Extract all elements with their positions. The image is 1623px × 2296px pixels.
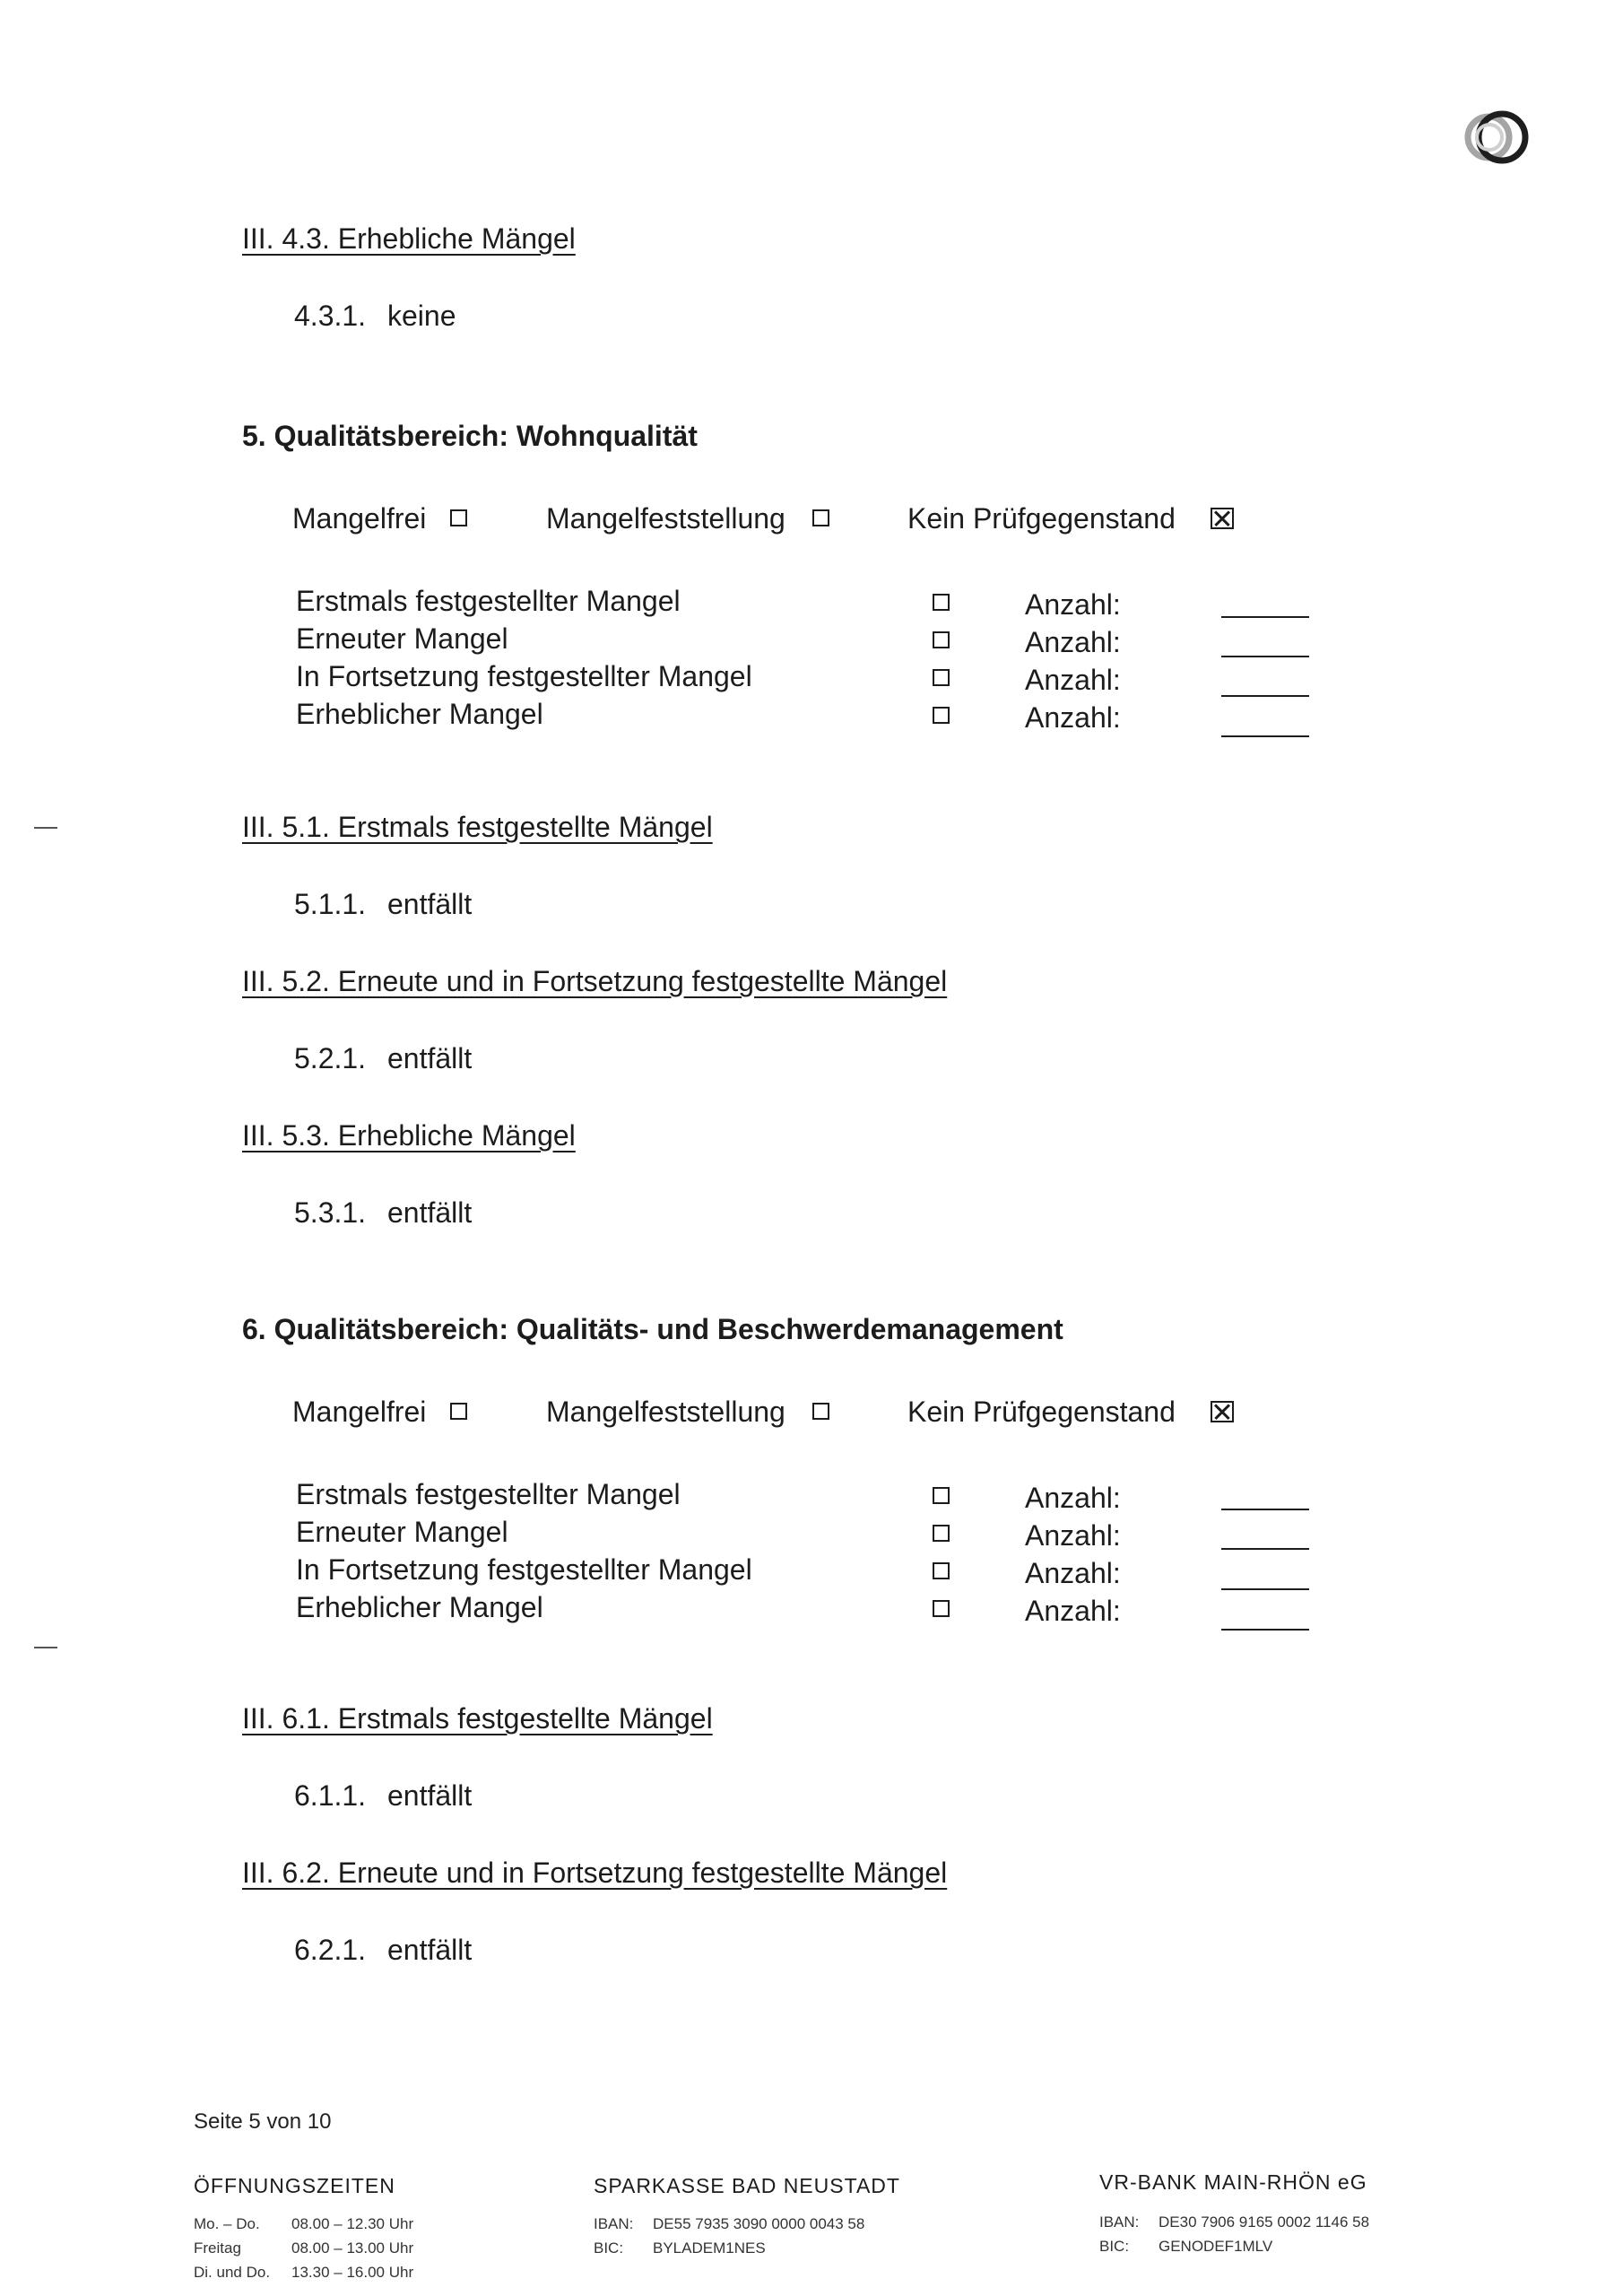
hours-day: Mo. – Do. [194, 2215, 260, 2232]
kein-pruefgegenstand-checkbox-checked[interactable] [1211, 1401, 1234, 1422]
bank2-bic-label: BIC: [1099, 2238, 1130, 2255]
anzahl-field[interactable] [1221, 1629, 1309, 1631]
row-checkbox[interactable] [933, 707, 950, 724]
hours-time: 08.00 – 13.00 Uhr [291, 2239, 414, 2257]
row-checkbox[interactable] [933, 1487, 950, 1504]
option-label: Kein Prüfgegenstand [907, 1396, 1176, 1428]
row-label: Erstmals festgestellter Mangel [296, 1478, 681, 1510]
anzahl-field[interactable] [1221, 616, 1309, 618]
item-number: 5.3.1. [294, 1196, 367, 1229]
kein-pruefgegenstand-checkbox-checked[interactable] [1211, 508, 1234, 529]
anzahl-label: Anzahl: [1025, 626, 1121, 658]
item-number: 6.1.1. [294, 1779, 367, 1812]
bank1-title: SPARKASSE BAD NEUSTADT [594, 2174, 900, 2197]
row-checkbox[interactable] [933, 1600, 950, 1617]
hours-day: Freitag [194, 2239, 241, 2257]
anzahl-field[interactable] [1221, 656, 1309, 657]
row-label: Erheblicher Mangel [296, 1591, 543, 1623]
item-text: entfällt [387, 1934, 473, 1966]
section-heading: III. 5.1. Erstmals festgestellte Mängel [242, 811, 713, 843]
section-heading: III. 6.1. Erstmals festgestellte Mängel [242, 1702, 713, 1735]
row-checkbox[interactable] [933, 594, 950, 611]
bank2-title: VR-BANK MAIN-RHÖN eG [1099, 2170, 1367, 2194]
anzahl-field[interactable] [1221, 695, 1309, 697]
anzahl-label: Anzahl: [1025, 588, 1121, 621]
bank1-bic: BYLADEM1NES [653, 2239, 766, 2257]
row-label: Erneuter Mangel [296, 1516, 508, 1548]
row-label: In Fortsetzung festgestellter Mangel [296, 660, 752, 692]
row-checkbox[interactable] [933, 631, 950, 648]
item-text: entfällt [387, 888, 473, 920]
hours-day: Di. und Do. [194, 2264, 271, 2281]
row-checkbox[interactable] [933, 1525, 950, 1542]
page-number: Seite 5 von 10 [194, 2109, 332, 2134]
section-heading: III. 5.2. Erneute und in Fortsetzung festgestellte Mängel [242, 965, 948, 997]
section-heading: III. 6.2. Erneute und in Fortsetzung festgestellte Mängel [242, 1857, 948, 1889]
section-title: 5. Qualitätsbereich: Wohnqualität [242, 420, 698, 452]
bank2-iban-label: IBAN: [1099, 2213, 1140, 2231]
rings-logo [1462, 106, 1535, 169]
hours-time: 08.00 – 12.30 Uhr [291, 2215, 414, 2232]
bank1-iban: DE55 7935 3090 0000 0043 58 [653, 2215, 865, 2232]
option-label: Mangelfrei [292, 1396, 427, 1428]
row-checkbox[interactable] [933, 669, 950, 686]
bank2-bic: GENODEF1MLV [1159, 2238, 1273, 2255]
mangelfeststellung-checkbox[interactable] [812, 509, 829, 526]
option-label: Mangelfrei [292, 502, 427, 535]
hours-time: 13.30 – 16.00 Uhr [291, 2264, 414, 2281]
margin-mark [34, 827, 57, 829]
section-title: 6. Qualitätsbereich: Qualitäts- und Beschwerdemanagement [242, 1313, 1063, 1345]
row-label: Erneuter Mangel [296, 622, 508, 655]
item-number: 5.1.1. [294, 888, 367, 920]
option-label: Mangelfeststellung [546, 1396, 785, 1428]
anzahl-label: Anzahl: [1025, 1519, 1121, 1552]
item-text: entfällt [387, 1196, 473, 1229]
row-label: Erstmals festgestellter Mangel [296, 585, 681, 617]
anzahl-field[interactable] [1221, 1509, 1309, 1510]
opening-hours-title: ÖFFNUNGSZEITEN [194, 2174, 395, 2197]
row-label: Erheblicher Mangel [296, 698, 543, 730]
mangelfeststellung-checkbox[interactable] [812, 1403, 829, 1420]
option-label: Mangelfeststellung [546, 502, 785, 535]
item-number: 4.3.1. [294, 300, 367, 332]
bank1-bic-label: BIC: [594, 2239, 624, 2257]
mangelfrei-checkbox[interactable] [450, 509, 467, 526]
option-label: Kein Prüfgegenstand [907, 502, 1176, 535]
section-heading: III. 5.3. Erhebliche Mängel [242, 1119, 576, 1152]
bank1-iban-label: IBAN: [594, 2215, 634, 2232]
margin-mark [34, 1647, 57, 1648]
section-heading: III. 4.3. Erhebliche Mängel [242, 222, 576, 255]
mangelfrei-checkbox[interactable] [450, 1403, 467, 1420]
bank2-iban: DE30 7906 9165 0002 1146 58 [1159, 2213, 1370, 2231]
anzahl-field[interactable] [1221, 735, 1309, 737]
item-text: entfällt [387, 1042, 473, 1074]
anzahl-label: Anzahl: [1025, 701, 1121, 734]
anzahl-label: Anzahl: [1025, 664, 1121, 696]
row-label: In Fortsetzung festgestellter Mangel [296, 1553, 752, 1586]
item-number: 5.2.1. [294, 1042, 367, 1074]
anzahl-field[interactable] [1221, 1548, 1309, 1550]
anzahl-field[interactable] [1221, 1588, 1309, 1590]
item-text: keine [387, 300, 456, 332]
item-text: entfällt [387, 1779, 473, 1812]
item-number: 6.2.1. [294, 1934, 367, 1966]
row-checkbox[interactable] [933, 1562, 950, 1579]
anzahl-label: Anzahl: [1025, 1557, 1121, 1589]
anzahl-label: Anzahl: [1025, 1482, 1121, 1514]
anzahl-label: Anzahl: [1025, 1595, 1121, 1627]
